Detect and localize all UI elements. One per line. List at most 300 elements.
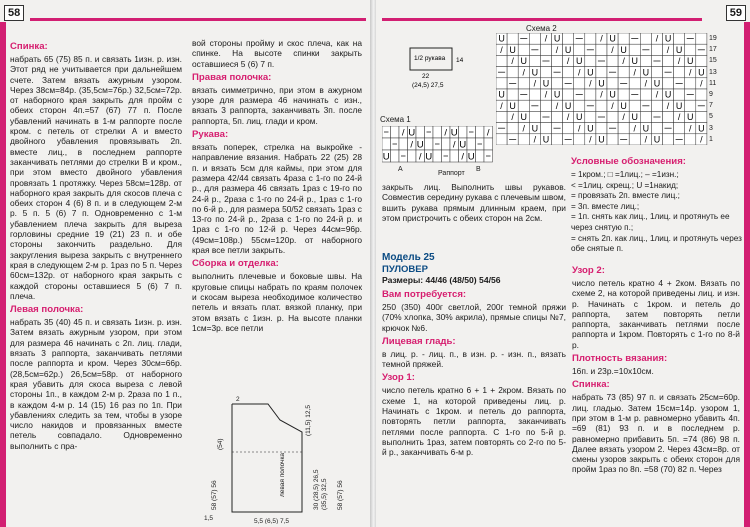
chart-cell: [640, 44, 651, 55]
svg-text:/: /: [666, 100, 670, 111]
chart-cell: [518, 67, 529, 78]
chart-cell: [450, 150, 459, 162]
chart-cell: [574, 123, 585, 134]
chart-cell: [696, 134, 707, 145]
chart-cell: [563, 134, 574, 145]
chart-cell: [618, 123, 629, 134]
chart-cell: [552, 78, 563, 89]
chart-cell: [596, 67, 607, 78]
chart-cell: [629, 33, 640, 44]
model-column-left: [382, 252, 566, 459]
chart-cell: [640, 55, 651, 66]
rapport-label: Раппорт: [438, 170, 465, 177]
chart-cell: [382, 126, 391, 138]
chart-cell: [607, 111, 618, 122]
chart-cell: [484, 150, 493, 162]
chart-cell: [476, 150, 485, 162]
chart-cell: [663, 123, 674, 134]
svg-text:U: U: [576, 112, 583, 123]
svg-text:U: U: [620, 100, 627, 111]
chart-cell: [467, 126, 476, 138]
sleeve-dim-2: (24,5) 27,5: [412, 82, 444, 89]
chart-cell: [696, 44, 707, 55]
svg-text:U: U: [425, 151, 433, 163]
chart-cell: [674, 134, 685, 145]
chart-cell: [496, 89, 507, 100]
chart-cell: [651, 134, 662, 145]
svg-text:U: U: [553, 33, 561, 44]
svg-text:/: /: [578, 123, 581, 134]
sleeve-dim-1: 22: [422, 73, 430, 80]
chart-cell: [391, 150, 400, 162]
svg-text:/: /: [566, 56, 570, 67]
svg-text:U: U: [631, 56, 638, 67]
chart-cell: [663, 111, 674, 122]
chart-cell: [585, 100, 596, 111]
svg-text:U: U: [675, 44, 683, 55]
chart-cell: [450, 126, 459, 138]
chart-cell: [574, 78, 585, 89]
chart-cell: [618, 78, 629, 89]
chart-cell: [563, 123, 574, 134]
legend-heading: Условные обозначения:: [571, 156, 686, 167]
row-number: 13: [709, 68, 717, 76]
chart-cell: [685, 67, 696, 78]
chart-cell: [607, 67, 618, 78]
chart-cell: [408, 126, 417, 138]
stitch-heading: Лицевая гладь:: [382, 335, 456, 347]
svg-text:U: U: [498, 33, 505, 44]
chart-cell: [674, 111, 685, 122]
legend-item-2: < =1лиц. скрещ.; U =1накид;: [571, 180, 679, 190]
scheme-1-label: Схема 1: [380, 115, 411, 124]
chart-cell: [563, 100, 574, 111]
chart-cell: [674, 33, 685, 44]
svg-text:U: U: [698, 123, 705, 134]
scheme-2-label: Схема 2: [526, 24, 557, 33]
svg-text:U: U: [576, 56, 583, 67]
materials-text: 250 (350) 400г светлой, 200г темной пряжи (70% хлопка, 30% акрила), прямые спицы №7, крючок №6.: [382, 302, 566, 333]
chart-cell: [496, 100, 507, 111]
chart-cell: [640, 89, 651, 100]
chart-cell: [585, 89, 596, 100]
sleeve-label: 1/2 рукава: [414, 55, 446, 62]
svg-text:/: /: [500, 44, 503, 55]
chart-cell: [507, 44, 518, 55]
pattern-dim-5: (35,5) 32,5: [321, 478, 328, 510]
chart-cell: [484, 138, 493, 150]
chart-cell: [529, 44, 540, 55]
back-text: набрать 65 (75) 85 п. и связать 1изн. р. изн. Этот ряд не учитывается при дальнейшем счете. Затем вязать ажурным узором. Через 38см=84р. (35,5см=76р.) 32,5см=72р. от наборного края закрыть для пройм с обеих сторон 4п.=57 (67) 77 п. После убавлений начинать в 1-м раппорте после кром. с петель от стрелки А и вместо двойного убавления провязывать 2п. вместе лиц., в последнем раппорте заканчивать петлями до стрелки В и кром., при этом вместо двойного убавления провязать 1 протяжку. Через 58см=128р. от наборного края закрыть для скосов плеча с обеих сторон 4 (6) 8 п. и в следующем 2-м р. 5 п. 5 (6) 7 п. Одновременно с 1-м убавлением плеча закрыть для выреза горловины средние 19 (21) 23 п. и обе стороны закончить раздельно. Для закругления выреза закрыть с внутреннего края в следующем 2-м р. 1раз по 5 п. Через 60см=132р. от наборного края закрыть с каждой стороны оставшиеся 5 (6) 7 п. плеча.: [10, 54, 182, 301]
svg-text:U: U: [450, 127, 458, 139]
chart-cell: [540, 111, 551, 122]
svg-text:U: U: [382, 151, 390, 163]
chart-cell: [391, 138, 400, 150]
chart-cell: [399, 150, 408, 162]
chart-cell: [596, 111, 607, 122]
chart-cell: [696, 33, 707, 44]
row-number: 9: [709, 91, 713, 99]
chart-cell: [629, 78, 640, 89]
chart-cell: [518, 55, 529, 66]
svg-text:/: /: [666, 44, 670, 55]
model-name: ПУЛОВЕР: [382, 264, 428, 275]
chart-cell: [552, 67, 563, 78]
svg-text:/: /: [689, 123, 692, 134]
chart-cell: [596, 134, 607, 145]
chart-cell: [596, 100, 607, 111]
pattern-dim-7: 5,5 (6,5) 7,5: [254, 518, 290, 524]
svg-text:/: /: [700, 134, 703, 145]
left-front-heading: Левая полочка:: [10, 304, 84, 316]
svg-text:U: U: [631, 112, 638, 123]
pattern-dim-4: 30 (28,5) 26,5: [313, 469, 320, 510]
chart-cell: [507, 134, 518, 145]
chart-cell: [518, 89, 529, 100]
svg-text:U: U: [642, 123, 650, 134]
chart-cell: [574, 134, 585, 145]
chart-cell: [540, 134, 551, 145]
chart-cell: [540, 44, 551, 55]
chart-cell: [563, 89, 574, 100]
chart-cell: [607, 55, 618, 66]
svg-text:U: U: [467, 151, 475, 163]
chart-cell: [618, 89, 629, 100]
chart-cell: [459, 138, 468, 150]
chart-cell: [552, 33, 563, 44]
pattern-dim-9: 2: [236, 396, 240, 403]
chart-cell: [696, 111, 707, 122]
svg-text:/: /: [452, 139, 456, 151]
chart-cell: [696, 123, 707, 134]
chart-cell: [574, 67, 585, 78]
svg-text:/: /: [544, 33, 548, 44]
chart-cell: [585, 111, 596, 122]
front-pattern-schematic: [192, 392, 367, 524]
chart-cell: [507, 78, 518, 89]
svg-text:/: /: [418, 151, 422, 163]
chart-cell: [618, 111, 629, 122]
svg-text:U: U: [598, 134, 605, 145]
chart-cell: [585, 78, 596, 89]
sleeves-text: вязать поперек, стрелка на выкройке - направление вязания. Набрать 22 (25) 28 п. и вязать 5см для каймы, при этом для размера 42/44 связать 4раза с 1-го по 24-й р., для размера 46 связать 1раз с 19-го по 24-й р., 2раза с 1-го по 24-й р., 1раз с 1-го по 6-й р., для размера 50/52 связать 1раз с 13-го по 24-й р., 2раза с 1-го по 24-й р. и 1раз с 1-го по 12-й р. Через 44см=96р. (49см=108р.) 55см=120р. от наборного края все петли закрыть.: [192, 142, 362, 256]
chart-cell: [618, 33, 629, 44]
left-page: [0, 0, 372, 527]
row-number: 11: [709, 79, 717, 87]
svg-text:U: U: [542, 134, 550, 145]
chart-cell: [467, 138, 476, 150]
chart-cell: [518, 111, 529, 122]
svg-text:U: U: [509, 100, 516, 111]
chart-cell: [596, 55, 607, 66]
page-number-right: 59: [726, 5, 746, 21]
legend-item-4: = 3п. вместе лиц.;: [571, 201, 640, 211]
row-number: 7: [709, 102, 713, 110]
chart-cell: [416, 150, 425, 162]
svg-text:/: /: [410, 139, 414, 151]
svg-text:/: /: [622, 56, 625, 67]
materials-heading: Вам потребуется:: [382, 289, 467, 300]
svg-text:U: U: [459, 139, 467, 151]
chart-cell: [629, 123, 640, 134]
sleeve-schematic: [404, 40, 464, 90]
svg-text:U: U: [653, 78, 661, 89]
right-page: [376, 0, 750, 527]
svg-text:/: /: [677, 112, 681, 123]
svg-text:/: /: [589, 78, 592, 89]
chart-cell: [408, 150, 417, 162]
chart-cell: [640, 78, 651, 89]
legend-box: [571, 156, 745, 255]
svg-text:/: /: [401, 127, 405, 139]
chart-cell: [540, 89, 551, 100]
chart-cell: [507, 123, 518, 134]
chart-cell: [416, 138, 425, 150]
chart-cell: [596, 123, 607, 134]
left-page-column-1: [10, 38, 182, 452]
chart-cell: [563, 67, 574, 78]
chart-cell: [585, 55, 596, 66]
svg-text:/: /: [511, 56, 514, 67]
chart-cell: [674, 100, 685, 111]
chart-cell: [596, 89, 607, 100]
svg-text:/: /: [689, 67, 692, 78]
svg-text:U: U: [564, 100, 572, 111]
chart-cell: [442, 150, 451, 162]
pattern-dim-2: (54): [217, 438, 224, 450]
chart-cell: [596, 78, 607, 89]
chart-cell: [552, 111, 563, 122]
row-number: 17: [709, 46, 717, 54]
right-header-rule: [382, 18, 702, 21]
chart-cell: [607, 123, 618, 134]
left-header-rule: [30, 18, 366, 21]
chart-cell: [540, 78, 551, 89]
chart-cell: [399, 138, 408, 150]
pattern-front-label: левая полочка: [279, 452, 286, 497]
legend-item-5: = 1п. снять как лиц., 1лиц. и протянуть ее через снятую п.;: [571, 212, 730, 232]
legend-item-3: = провязать 2п. вместе лиц.;: [571, 191, 680, 201]
chart-cell: [674, 67, 685, 78]
chart-cell: [496, 67, 507, 78]
chart-cell: [496, 44, 507, 55]
svg-text:/: /: [566, 112, 570, 123]
chart-cell: [540, 33, 551, 44]
svg-text:U: U: [653, 134, 661, 145]
back-heading: Спинка:: [10, 41, 48, 52]
chart-cell: [607, 78, 618, 89]
chart-cell: [663, 78, 674, 89]
chart-cell: [459, 150, 468, 162]
svg-text:U: U: [609, 89, 616, 100]
pattern-outline: [232, 404, 302, 512]
right-front-heading: Правая полочка:: [192, 71, 272, 83]
svg-text:U: U: [620, 44, 627, 55]
svg-text:/: /: [578, 67, 581, 78]
chart-cell: [518, 44, 529, 55]
chart-cell: [552, 44, 563, 55]
chart-cell: [529, 123, 540, 134]
chart-cell: [674, 55, 685, 66]
pattern-1-heading: Узор 1:: [382, 372, 415, 384]
chart-cell: [651, 33, 662, 44]
chart-cell: [442, 126, 451, 138]
chart-cell: [640, 111, 651, 122]
svg-text:U: U: [520, 56, 527, 67]
chart-cell: [552, 134, 563, 145]
chart-cell: [529, 89, 540, 100]
chart-cell: [484, 126, 493, 138]
svg-text:/: /: [544, 89, 548, 100]
pattern-2-heading: Узор 2:: [572, 265, 605, 276]
arrow-a-label: A: [398, 166, 403, 173]
svg-text:U: U: [509, 44, 516, 55]
chart-cell: [685, 134, 696, 145]
chart-cell: [507, 33, 518, 44]
svg-text:/: /: [644, 134, 648, 145]
svg-text:U: U: [520, 112, 527, 123]
chart-cell: [476, 126, 485, 138]
svg-text:/: /: [486, 127, 490, 139]
model-column-right: [572, 262, 740, 476]
svg-text:U: U: [531, 123, 539, 134]
chart-cell: [663, 33, 674, 44]
svg-text:/: /: [589, 134, 592, 145]
svg-text:U: U: [587, 123, 594, 134]
right-front-text: вязать симметрично, при этом в ажурном узоре для размера 46 начинать с изн., вязать 3 раппорта, заканчивать 3п. после раппорта, 5п. лиц. глади и кром.: [192, 84, 362, 126]
svg-text:/: /: [633, 123, 636, 134]
svg-text:U: U: [664, 33, 672, 44]
sleeves-heading: Рукава:: [192, 129, 229, 141]
legend-item-6: = снять 2п. как лиц., 1лиц. и протянуть через обе снятые п.: [571, 233, 742, 254]
chart-cell: [696, 100, 707, 111]
stitch-text: в лиц. р. - лиц. п., в изн. р. - изн. п., вязать темной пряжей.: [382, 348, 566, 370]
svg-text:/: /: [511, 112, 514, 123]
page-number-left: 58: [4, 5, 24, 21]
legend-item-1: = 1кром.; □ =1лиц.; ‒ =1изн.;: [571, 170, 679, 179]
chart-cell: [585, 134, 596, 145]
chart-cell: [607, 33, 618, 44]
chart-cell: [685, 44, 696, 55]
svg-text:U: U: [542, 78, 550, 89]
chart-cell: [640, 33, 651, 44]
svg-text:/: /: [555, 100, 559, 111]
chart-cell: [574, 55, 585, 66]
chart-cell: [529, 78, 540, 89]
chart-cell: [552, 123, 563, 134]
right-page-accent-bar: [744, 22, 750, 527]
chart-cell: [425, 126, 434, 138]
scheme-2-chart: [496, 33, 708, 145]
model-back-text: набрать 73 (85) 97 п. и связать 25см=60р. лиц. гладью. Затем 15см=14р. узором 1, при этом в 1-м р. равномерно убавить 4п. =69 (81) 93 п. и в последнем р. равномерно прибавить 5п. =74 (86) 98 п. Далее вязать узором 2. Через 43см=8р. от смены узоров закрыть с обеих сторон для пройм 1раз по 8п. =58 (70) 82 п. Через: [572, 392, 740, 475]
svg-text:U: U: [698, 67, 705, 78]
chart-cell: [629, 67, 640, 78]
model-back-heading: Спинка:: [572, 379, 610, 391]
row-number: 3: [709, 124, 713, 132]
chart-cell: [467, 150, 476, 162]
svg-text:U: U: [675, 100, 683, 111]
chart-cell: [540, 67, 551, 78]
svg-text:U: U: [416, 139, 424, 151]
svg-text:U: U: [687, 112, 694, 123]
chart-cell: [529, 33, 540, 44]
chart-cell: [529, 55, 540, 66]
svg-text:/: /: [611, 100, 614, 111]
chart-cell: [552, 55, 563, 66]
chart-cell: [685, 89, 696, 100]
chart-cell: [518, 33, 529, 44]
chart-cell: [433, 150, 442, 162]
row-number: 1: [709, 135, 713, 143]
chart-cell: [574, 100, 585, 111]
pattern-dim-6: 58 (57) 56: [337, 480, 344, 510]
chart-cell: [507, 100, 518, 111]
svg-text:U: U: [598, 78, 605, 89]
svg-text:U: U: [587, 67, 594, 78]
chart-cell: [382, 150, 391, 162]
chart-cell: [674, 78, 685, 89]
chart-cell: [529, 111, 540, 122]
gauge-text: 16п. и 23р.=10х10см.: [572, 366, 654, 377]
chart-cell: [529, 134, 540, 145]
svg-text:U: U: [664, 89, 672, 100]
chart-cell: [651, 100, 662, 111]
chart-cell: [629, 44, 640, 55]
svg-text:U: U: [553, 89, 561, 100]
chart-cell: [507, 67, 518, 78]
chart-cell: [629, 134, 640, 145]
chart-cell: [696, 55, 707, 66]
chart-cell: [416, 126, 425, 138]
chart-cell: [607, 134, 618, 145]
svg-text:/: /: [522, 123, 525, 134]
chart-cell: [529, 67, 540, 78]
chart-cell: [674, 89, 685, 100]
chart-cell: [408, 138, 417, 150]
model-sizes: Размеры: 44/46 (48/50) 54/56: [382, 275, 501, 285]
svg-text:/: /: [444, 127, 448, 139]
svg-text:/: /: [644, 78, 648, 89]
model-title: Модель 25: [382, 252, 435, 263]
assembly-text: выполнить плечевые и боковые швы. На круговые спицы набрать по краям полочек и скосам выреза необходимое количество петель и вязать плат. вязкой планку, при этом вязать с 1изн. р. На высоте планки 1см=3р. все петли: [192, 271, 362, 333]
chart-cell: [399, 126, 408, 138]
chart-cell: [391, 126, 400, 138]
chart-cell: [518, 78, 529, 89]
pattern-dim-3: (11,5) 12,5: [305, 405, 312, 436]
chart-cell: [696, 67, 707, 78]
chart-cell: [507, 55, 518, 66]
arrow-b-label: B: [476, 166, 481, 173]
chart-cell: [663, 67, 674, 78]
svg-text:U: U: [609, 33, 616, 44]
chart-cell: [507, 111, 518, 122]
chart-cell: [651, 44, 662, 55]
chart-cell: [696, 78, 707, 89]
svg-text:U: U: [642, 67, 650, 78]
chart-cell: [618, 44, 629, 55]
chart-cell: [663, 55, 674, 66]
chart-cell: [507, 89, 518, 100]
chart-cell: [640, 67, 651, 78]
chart-cell: [640, 123, 651, 134]
chart-cell: [540, 55, 551, 66]
chart-cell: [496, 33, 507, 44]
chart-cell: [574, 111, 585, 122]
chart-cell: [563, 44, 574, 55]
chart-cell: [651, 55, 662, 66]
chart-cell: [618, 100, 629, 111]
chart-cell: [585, 33, 596, 44]
